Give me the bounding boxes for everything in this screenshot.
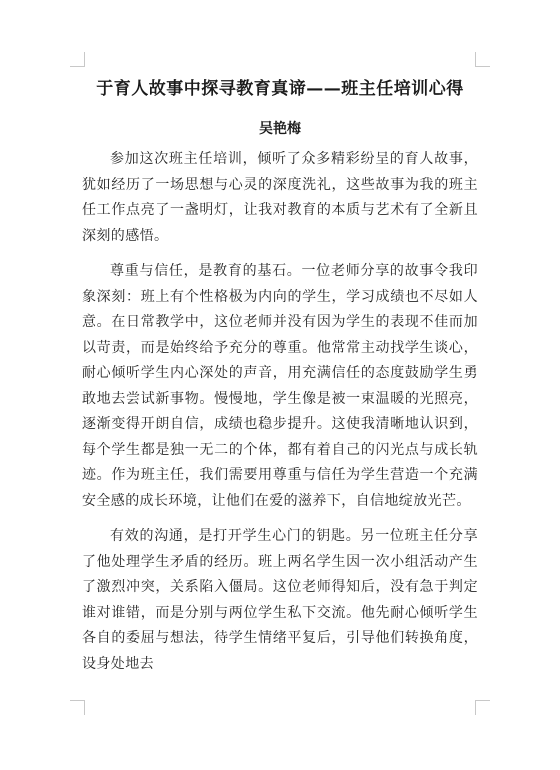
- page-corner-mark: [475, 52, 490, 67]
- page-corner-mark: [70, 700, 85, 715]
- document-author: 吴艳梅: [259, 121, 301, 137]
- document-title: 于育人故事中探寻教育真谛——班主任培训心得: [96, 79, 464, 99]
- page-corner-mark: [70, 52, 85, 67]
- paragraph: 有效的沟通，是打开学生心门的钥匙。另一位班主任分享了他处理学生矛盾的经历。班上两名学生因一次小组活动产生了激烈冲突，关系陷入僵局。这位老师得知后，没有急于判定谁对谁错，而是分别与两位学生私下交流。他先耐心倾听学生各自的委屈与想法，待学生情绪平复后，引导他们转换角度，设身处地去: [82, 528, 478, 672]
- paragraph: 参加这次班主任培训，倾听了众多精彩纷呈的育人故事，犹如经历了一场思想与心灵的深度洗礼，这些故事为我的班主任工作点亮了一盏明灯，让我对教育的本质与艺术有了全新且深刻的感悟。: [82, 151, 478, 244]
- document-body: [82, 147, 478, 687]
- page-corner-mark: [475, 700, 490, 715]
- paragraph: 尊重与信任，是教育的基石。一位老师分享的故事令我印象深刻：班上有个性格极为内向的学生，学习成绩也不尽如人意。在日常教学中，这位老师并没有因为学生的表现不佳而加以苛责，而是始终给予充分的尊重。他常常主动找学生谈心，耐心倾听学生内心深处的声音，用充满信任的态度鼓励学生勇敢地去尝试新事物。慢慢地，学生像是被一束温暖的光照亮，逐渐变得开朗自信，成绩也稳步提升。这使我清晰地认识到，每个学生都是独一无二的个体，都有着自己的闪光点与成长轨迹。作为班主任，我们需要用尊重与信任为学生营造一个充满安全感的成长环境，让他们在爱的滋养下，自信地绽放光芒。: [82, 263, 478, 509]
